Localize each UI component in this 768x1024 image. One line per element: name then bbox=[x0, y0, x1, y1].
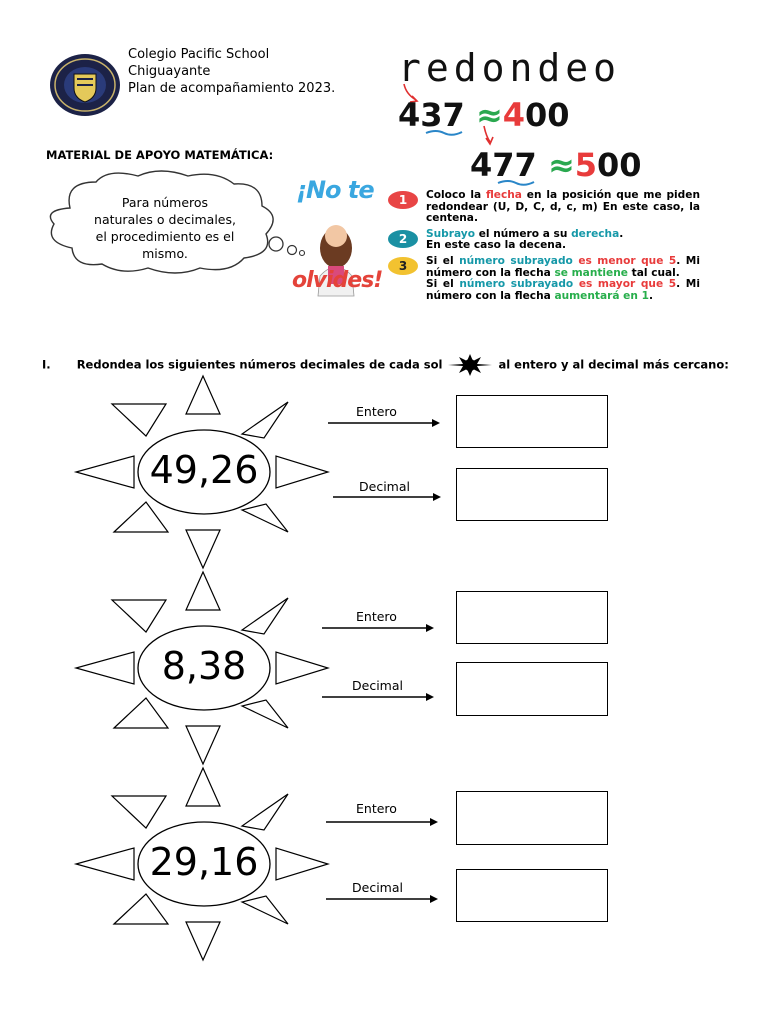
step-3 bbox=[388, 256, 700, 302]
step-text: . Mi número con la flecha bbox=[426, 278, 700, 302]
cloud-line: mismo. bbox=[142, 246, 188, 261]
step-number: 3 bbox=[388, 257, 418, 275]
step-keyword: aumentará en 1 bbox=[554, 289, 649, 302]
answer-box-decimal[interactable] bbox=[456, 468, 608, 521]
label-entero: Entero bbox=[356, 609, 397, 624]
cloud-line: Para números bbox=[121, 195, 209, 210]
step-text: . bbox=[648, 289, 654, 302]
step-text: En este caso la decena. bbox=[426, 239, 567, 252]
example-number: 477 bbox=[470, 146, 537, 184]
step-text: . bbox=[619, 227, 624, 240]
school-crest-logo bbox=[48, 52, 122, 118]
answer-box-decimal[interactable] bbox=[456, 662, 608, 716]
answer-box-entero[interactable] bbox=[456, 395, 608, 448]
sun-number: 29,16 bbox=[149, 840, 259, 884]
step-keyword: Subrayo bbox=[426, 227, 475, 240]
badge-line1: ¡No te bbox=[296, 176, 374, 204]
approx-sign: ≈ bbox=[547, 146, 575, 184]
sun-number: 8,38 bbox=[161, 644, 247, 688]
step-1 bbox=[388, 190, 700, 225]
label-entero: Entero bbox=[356, 801, 397, 816]
step-number: 2 bbox=[388, 230, 418, 248]
step-keyword: es mayor que 5 bbox=[573, 278, 677, 291]
blue-underline bbox=[424, 128, 464, 138]
sun-icon bbox=[448, 354, 492, 376]
answer-box-entero[interactable] bbox=[456, 791, 608, 845]
arrow bbox=[322, 691, 434, 703]
label-decimal: Decimal bbox=[352, 678, 403, 693]
step-text: Si el bbox=[426, 278, 460, 291]
step-keyword: número subrayado bbox=[459, 254, 573, 267]
question-number: I. bbox=[42, 357, 51, 372]
rounded-first-digit: 5 bbox=[574, 146, 598, 184]
arrow bbox=[322, 622, 434, 634]
step-keyword: derecha bbox=[571, 227, 620, 240]
step-keyword: se mantiene bbox=[554, 266, 628, 279]
step-text: Coloco la bbox=[426, 189, 486, 201]
arrow bbox=[333, 491, 441, 503]
step-text: tal cual. bbox=[627, 266, 680, 279]
rounded-rest: 00 bbox=[525, 96, 570, 134]
redondeo-title: redondeo bbox=[398, 46, 622, 90]
step-text: . Mi número con la flecha bbox=[426, 254, 700, 279]
rounding-steps bbox=[388, 190, 700, 306]
step-text: en la posición que me piden redondear (U, D, C, d, c, m) En este caso, la centena. bbox=[426, 189, 700, 225]
school-plan: Plan de acompañamiento 2023. bbox=[128, 81, 336, 96]
step-2 bbox=[388, 229, 700, 252]
label-decimal: Decimal bbox=[359, 479, 410, 494]
question-text-before: Redondea los siguientes números decimales de cada sol bbox=[76, 357, 443, 372]
label-decimal: Decimal bbox=[352, 880, 403, 895]
rounded-rest: 00 bbox=[597, 146, 642, 184]
answer-box-entero[interactable] bbox=[456, 591, 608, 644]
step-keyword: número subrayado bbox=[459, 278, 574, 291]
school-city: Chiguayante bbox=[128, 64, 211, 79]
answer-box-decimal[interactable] bbox=[456, 869, 608, 922]
step-text: Si el bbox=[426, 254, 460, 267]
cloud-line: naturales o decimales, bbox=[94, 212, 236, 227]
badge-line2: olvides! bbox=[292, 268, 383, 293]
approx-sign: ≈ bbox=[475, 96, 503, 134]
blue-underline bbox=[496, 178, 536, 188]
arrow bbox=[326, 893, 438, 905]
example-number: 437 bbox=[398, 96, 465, 134]
rounded-first-digit: 4 bbox=[502, 96, 526, 134]
material-heading: MATERIAL DE APOYO MATEMÁTICA: bbox=[46, 148, 274, 162]
label-entero: Entero bbox=[356, 404, 397, 419]
arrow bbox=[326, 816, 438, 828]
step-keyword: es menor que 5 bbox=[572, 254, 677, 267]
step-text: el número a su bbox=[475, 227, 572, 240]
cloud-line: el procedimiento es el bbox=[95, 229, 235, 244]
school-name: Colegio Pacific School bbox=[128, 47, 270, 62]
sun-number: 49,26 bbox=[149, 448, 259, 492]
cloud-text bbox=[70, 194, 260, 262]
question-text-after: al entero y al decimal más cercano: bbox=[498, 357, 729, 372]
school-info bbox=[128, 46, 335, 97]
step-keyword: flecha bbox=[485, 189, 522, 201]
step-number: 1 bbox=[388, 191, 418, 209]
arrow bbox=[328, 417, 440, 429]
